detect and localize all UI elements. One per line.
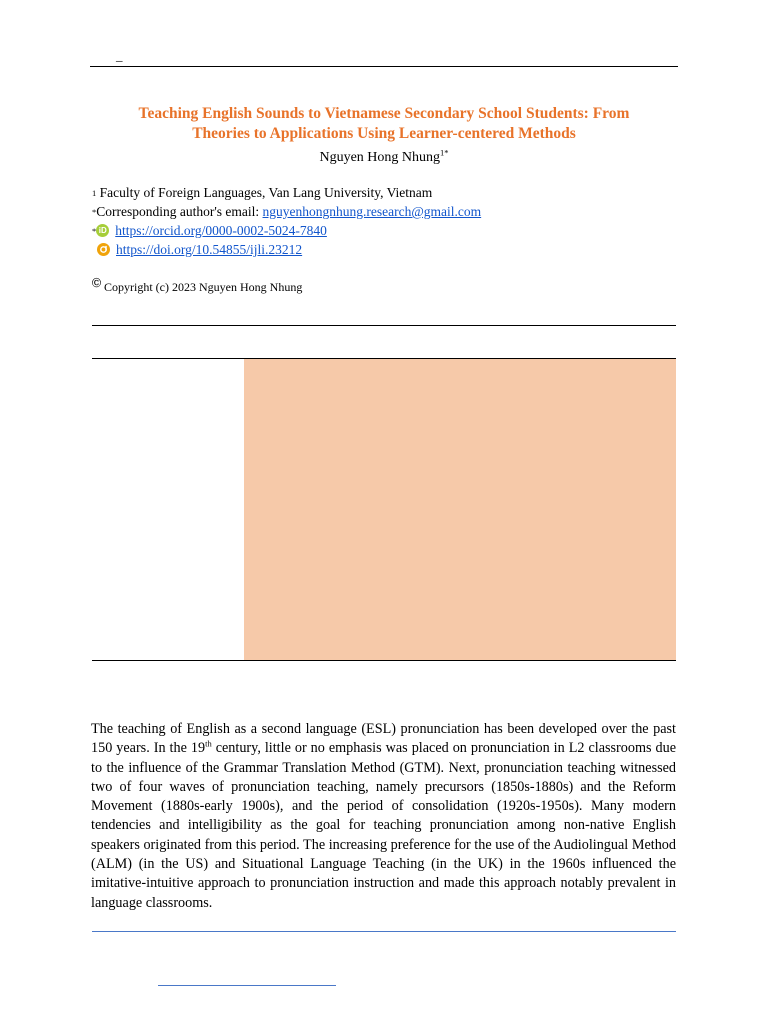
paper-title	[92, 104, 676, 143]
header-rule	[90, 66, 678, 67]
footnote-separator	[158, 985, 336, 986]
email-line: * Corresponding author's email: nguyenhongnhung.research@gmail.com	[92, 204, 482, 219]
title-line-2: Theories to Applications Using Learner-centered Methods	[192, 124, 576, 142]
abstract-box	[244, 359, 676, 660]
orcid-link[interactable]: https://orcid.org/0000-0002-5024-7840	[115, 223, 327, 238]
author-name	[92, 149, 676, 167]
footnote-rule	[92, 931, 676, 932]
email-label: Corresponding author's email:	[96, 204, 263, 219]
copyright-notice	[92, 276, 302, 294]
affiliation-line: 1 Faculty of Foreign Languages, Van Lang University, Vietnam	[92, 185, 433, 200]
affiliations	[92, 183, 481, 259]
doi-link[interactable]: https://doi.org/10.54855/ijli.23212	[116, 242, 303, 257]
email-link[interactable]: nguyenhongnhung.research@gmail.com	[262, 204, 482, 219]
orcid-line: * iD https://orcid.org/0000-0002-5024-7840	[92, 223, 327, 238]
section-rule-top	[92, 325, 676, 326]
century-ordinal: th	[205, 738, 212, 749]
introduction-paragraph	[91, 720, 676, 913]
doi-icon	[97, 243, 110, 256]
paragraph-text-start: The teaching of English as a second language (ESL) pronunciation has been developed over the past 150 years. In the 19	[91, 721, 676, 757]
author-mark: 1*	[440, 147, 449, 158]
author-text: Nguyen Hong Nhung	[319, 150, 441, 165]
doi-glyph	[99, 245, 108, 254]
paragraph-text-end: century, little or no emphasis was placed on pronunciation in L2 classrooms due to the influence of the Grammar Translation Method (GTM). Next, pronunciation teaching witnessed two of four waves of pronunciation teaching, namely precursors (1850s-1880s) and the Reform Movement (1880s-early 1900s), and the period of consolidation (1920s-1950s). Many modern tendencies and intelligibility as the goal for teaching pronunciation among non-native English speakers originated from this period. The increasing preference for the use of the Audiolingual Method (ALM) (in the US) and Situational Language Teaching (in the UK) in the 1960s influenced the imitative-intuitive approach to pronunciation instruction and made this approach notably prevalent in language classrooms.	[91, 740, 676, 911]
header-dash: _	[116, 48, 123, 63]
copyright-text: Copyright (c) 2023 Nguyen Hong Nhung	[104, 280, 303, 294]
orcid-icon: iD	[96, 224, 109, 237]
creative-commons-icon: Ⓒ	[92, 278, 102, 288]
title-line-1: Teaching English Sounds to Vietnamese Secondary School Students: From	[138, 105, 630, 122]
affiliation-text: Faculty of Foreign Languages, Van Lang University, Vietnam	[99, 185, 433, 200]
doi-line	[92, 240, 481, 259]
section-rule-bottom	[92, 660, 676, 661]
